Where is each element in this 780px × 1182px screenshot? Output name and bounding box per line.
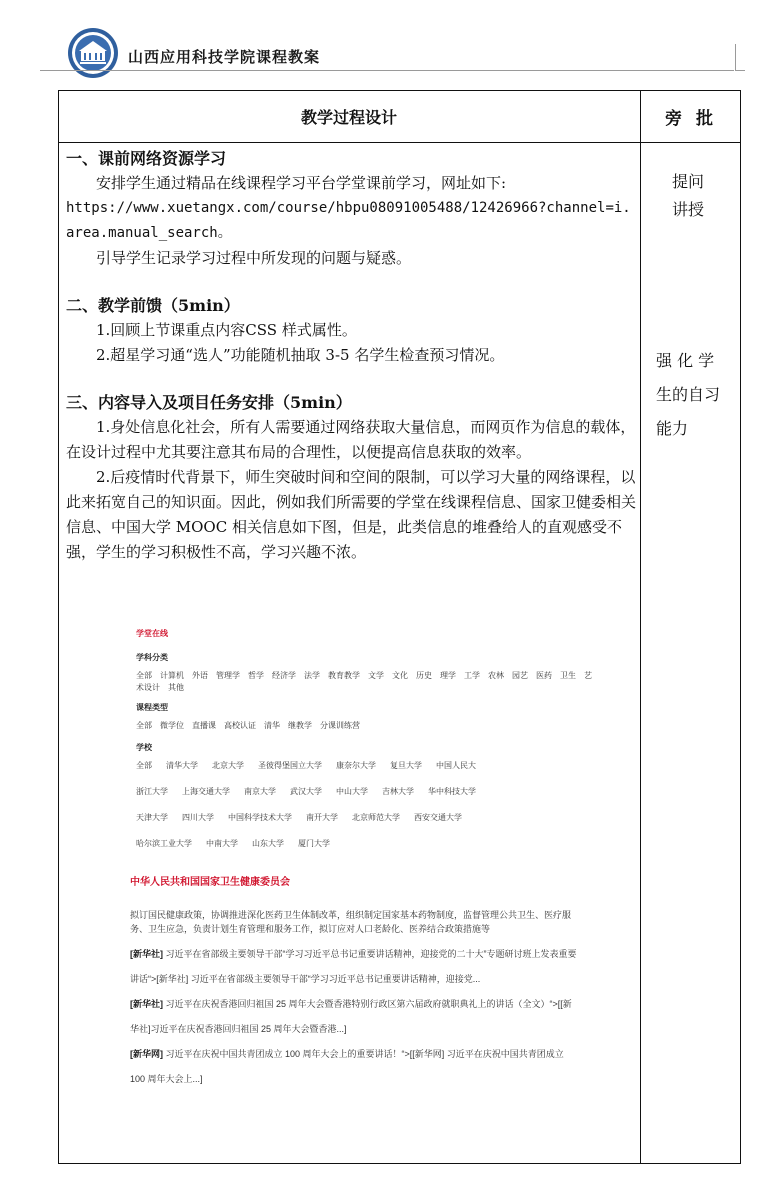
- school-filter-option[interactable]: 圣彼得堡国立大学: [258, 761, 322, 770]
- column-header-process: 教学过程设计: [300, 107, 397, 127]
- school-filter-option[interactable]: 南京大学: [244, 787, 276, 796]
- subject-filter-option[interactable]: 园艺: [512, 671, 528, 680]
- column-divider: [640, 90, 641, 1164]
- subject-filter-option[interactable]: 农林: [488, 671, 504, 680]
- list-item: 1.回顾上节课重点内容CSS 样式属性。: [96, 321, 357, 339]
- school-filter-option[interactable]: 厦门大学: [298, 839, 330, 848]
- school-filter-option[interactable]: 中国人民大: [436, 761, 476, 770]
- paragraph: 引导学生记录学习过程中所发现的问题与疑惑。: [96, 249, 412, 267]
- subject-filter-option[interactable]: 艺术设计: [136, 671, 592, 692]
- school-filter-option[interactable]: 北京大学: [212, 761, 244, 770]
- filter-label: 学校: [136, 743, 152, 752]
- news-item: [新华网] 习近平在庆祝中国共青团成立 100 周年大会上的重要讲话！“>[[新华网] 习近平在庆祝中国共青团成立 100 周年大会上...]: [130, 1049, 564, 1084]
- subject-filter-option[interactable]: 经济学: [272, 671, 296, 680]
- list-item: 2.超星学习通“选人”功能随机抽取 3-5 名学生检查预习情况。: [96, 346, 505, 364]
- filter-label: 课程类型: [136, 703, 168, 712]
- subject-filter-option[interactable]: 管理学: [216, 671, 240, 680]
- subject-filter-option[interactable]: 其他: [168, 683, 184, 692]
- school-filter-option[interactable]: 哈尔滨工业大学: [136, 839, 192, 848]
- site-brand: 学堂在线: [136, 629, 168, 638]
- school-filter-option[interactable]: 复旦大学: [390, 761, 422, 770]
- subject-filter-option[interactable]: 文学: [368, 671, 384, 680]
- school-filter-option[interactable]: 四川大学: [182, 813, 214, 822]
- subject-filter-option[interactable]: 文化: [392, 671, 408, 680]
- corner-mark-h: [735, 70, 745, 71]
- type-filter-option[interactable]: 清华: [264, 721, 280, 730]
- news-item: [新华社] 习近平在省部级主要领导干部“学习习近平总书记重要讲话精神，迎接党的二十大”专题研讨班上发表重要讲话“>[新华社] 习近平在省部级主要领导干部“学习习近平总书记重要讲话精神，迎接党...: [130, 949, 577, 984]
- school-filter-option[interactable]: 天津大学: [136, 813, 168, 822]
- school-filter-option[interactable]: 吉林大学: [382, 787, 414, 796]
- school-filter-option[interactable]: 中国科学技术大学: [228, 813, 292, 822]
- type-filter-option[interactable]: 继教学: [288, 721, 312, 730]
- college-title: 山西应用科技学院课程教案: [128, 48, 321, 66]
- type-filter-option[interactable]: 高校认证: [224, 721, 256, 730]
- type-filter-option[interactable]: 微学位: [160, 721, 184, 730]
- section-title: 二、教学前馈（5min）: [66, 296, 240, 315]
- school-filter-option[interactable]: 华中科技大学: [428, 787, 476, 796]
- side-note-line: 讲授: [672, 200, 705, 219]
- teaching-process-content: [66, 146, 636, 565]
- side-note-line: 强 化 学: [656, 351, 715, 370]
- news-item: [新华社] 习近平在庆祝香港回归祖国 25 周年大会暨香港特别行政区第六届政府就职典礼上的讲话（全文）“>[[新华社]习近平在庆祝香港回归祖国 25 周年大会暨香港...]: [130, 999, 572, 1034]
- section-title: 三、内容导入及项目任务安排（5min）: [66, 393, 352, 412]
- school-filter-row: [136, 838, 596, 850]
- school-filter-option[interactable]: 南开大学: [306, 813, 338, 822]
- side-note-line: 生的自习: [656, 385, 721, 404]
- school-filter-row: [136, 812, 596, 824]
- college-seal-icon: [66, 26, 120, 80]
- page-header: [0, 0, 780, 80]
- subject-filter-option[interactable]: 法学: [304, 671, 320, 680]
- side-note-line: 提问: [672, 172, 705, 191]
- header-rule: [40, 70, 734, 71]
- side-note-goal: [656, 344, 720, 446]
- side-note-method: [672, 168, 704, 224]
- subject-filter-option[interactable]: 外语: [192, 671, 208, 680]
- school-filter-option[interactable]: 清华大学: [166, 761, 198, 770]
- type-filter-option[interactable]: 全部: [136, 721, 152, 730]
- subject-filter-option[interactable]: 医药: [536, 671, 552, 680]
- filter-label: 学科分类: [136, 653, 168, 662]
- paragraph: 安排学生通过精品在线课程学习平台学堂课前学习，网址如下:: [96, 174, 507, 192]
- corner-mark: [735, 44, 736, 70]
- school-filter-option[interactable]: 上海交通大学: [182, 787, 230, 796]
- school-filter-option[interactable]: 山东大学: [252, 839, 284, 848]
- subject-filter-option[interactable]: 计算机: [160, 671, 184, 680]
- school-filter-option[interactable]: 北京师范大学: [352, 813, 400, 822]
- type-filter-option[interactable]: 分课训练营: [320, 721, 360, 730]
- school-filter-option[interactable]: 中南大学: [206, 839, 238, 848]
- subject-filter-option[interactable]: 哲学: [248, 671, 264, 680]
- school-filter-option[interactable]: 浙江大学: [136, 787, 168, 796]
- subject-filter-option[interactable]: 卫生: [560, 671, 576, 680]
- school-filter-option[interactable]: 西安交通大学: [414, 813, 462, 822]
- section-title: 一、课前网络资源学习: [66, 149, 227, 168]
- school-filter-option[interactable]: 康奈尔大学: [336, 761, 376, 770]
- org-name: 中华人民共和国国家卫生健康委员会: [130, 877, 290, 888]
- subject-filter-option[interactable]: 工学: [464, 671, 480, 680]
- subject-filter-option[interactable]: 全部: [136, 671, 152, 680]
- column-header-notes: 旁 批: [665, 108, 717, 129]
- school-filter-option[interactable]: 中山大学: [336, 787, 368, 796]
- subject-filter-row: [136, 670, 596, 694]
- subject-filter-option[interactable]: 历史: [416, 671, 432, 680]
- course-url: https://www.xuetangx.com/course/hbpu08091005488/12426966?channel=i.area.manual_search。: [66, 200, 631, 241]
- nhc-screenshot: [130, 876, 580, 1092]
- header-row-divider: [58, 142, 741, 143]
- type-filter-option[interactable]: 直播课: [192, 721, 216, 730]
- school-filter-option[interactable]: 全部: [136, 761, 152, 770]
- xuetangx-screenshot: [136, 628, 596, 864]
- paragraph: 2.后疫情时代背景下，师生突破时间和空间的限制，可以学习大量的网络课程，以此来拓宽自己的知识面。因此，例如我们所需要的学堂在线课程信息、国家卫健委相关信息、中国大学 MOOC 相关信息如下图，但是，此类信息的堆叠给人的直观感受不强，学生的学习积极性不高，学习兴趣不浓。: [66, 468, 637, 561]
- type-filter-row: [136, 720, 596, 732]
- subject-filter-option[interactable]: 教育教学: [328, 671, 360, 680]
- paragraph: 1.身处信息化社会，所有人需要通过网络获取大量信息，而网页作为信息的载体，在设计过程中尤其要注意其布局的合理性，以便提高信息获取的效率。: [66, 418, 636, 461]
- school-filter-option[interactable]: 武汉大学: [290, 787, 322, 796]
- side-note-line: 能力: [656, 419, 689, 438]
- school-filter-row: [136, 786, 596, 798]
- subject-filter-option[interactable]: 理学: [440, 671, 456, 680]
- org-description: 拟订国民健康政策，协调推进深化医药卫生体制改革，组织制定国家基本药物制度，监督管理公共卫生、医疗服务、卫生应急，负责计划生育管理和服务工作，拟订应对人口老龄化、医养结合政策措施等: [130, 910, 572, 934]
- school-filter-row: [136, 760, 596, 772]
